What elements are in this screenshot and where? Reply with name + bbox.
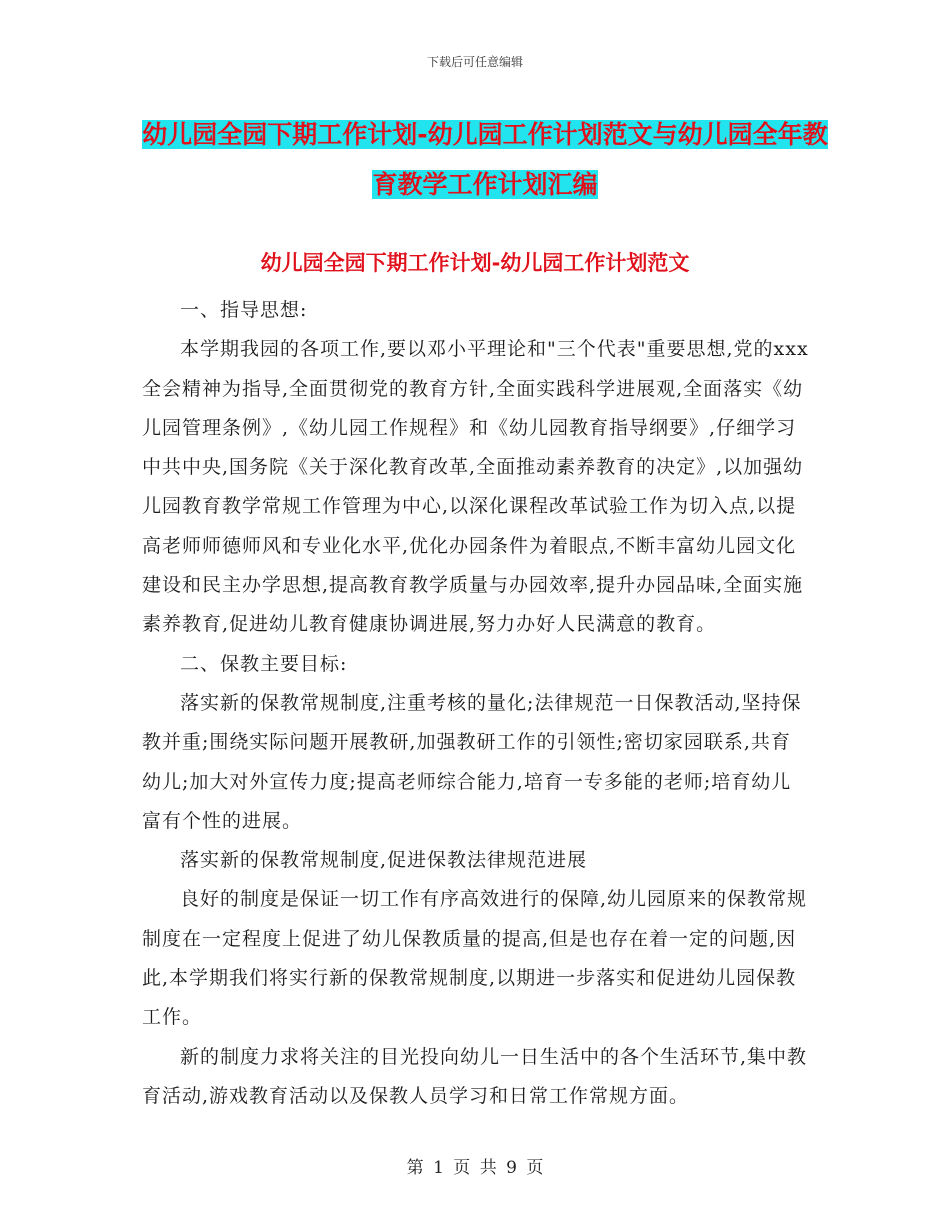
paragraph-new-system: 新的制度力求将关注的目光投向幼儿一日生活中的各个生活环节,集中教育活动,游戏教育活动以及保教人员学习和日常工作常规方面。 bbox=[142, 1045, 808, 1107]
subheading-regulations: 落实新的保教常规制度,促进保教法律规范进展 bbox=[180, 849, 588, 872]
heading-main-goals: 二、保教主要目标: bbox=[180, 652, 348, 675]
paragraph-main-goals: 落实新的保教常规制度,注重考核的量化;法律规范一日保教活动,坚持保教并重;围绕实际问题开展教研,加强教研工作的引领性;密切家园联系,共育幼儿;加大对外宣传力度;提高老师综合能力,培育一专多能的老师;培育幼儿富有个性的进展。 bbox=[142, 691, 802, 832]
header-note: 下载后可任意编辑 bbox=[426, 55, 523, 69]
body-text bbox=[142, 291, 810, 1116]
document-title-text: 幼儿园全园下期工作计划-幼儿园工作计划范文与幼儿园全年教育教学工作计划汇编 bbox=[142, 120, 828, 199]
document-title bbox=[140, 110, 830, 210]
heading-guiding-ideology: 一、指导思想: bbox=[180, 299, 308, 321]
paragraph-regulations: 良好的制度是保证一切工作有序高效进行的保障,幼儿园原来的保教常规制度在一定程度上促进了幼儿保教质量的提高,但是也存在着一定的问题,因此,本学期我们将实行新的保教常规制度,以期进一步落实和促进幼儿园保教工作。 bbox=[142, 888, 808, 1029]
section-title: 幼儿园全园下期工作计划-幼儿园工作计划范文 bbox=[260, 251, 690, 275]
page-footer: 第 1 页 共 9 页 bbox=[406, 1158, 544, 1178]
paragraph-guiding-ideology: 本学期我园的各项工作,要以邓小平理论和"三个代表"重要思想,党的xxx全会精神为指导,全面贯彻党的教育方针,全面实践科学进展观,全面落实《幼儿园管理条例》,《幼儿园工作规程》和《幼儿园教育指导纲要》,仔细学习中共中央,国务院《关于深化教育改革,全面推动素养教育的决定》,以加强幼儿园教育教学常规工作管理为中心,以深化课程改革试验工作为切入点,以提高老师师德师风和专业化水平,优化办园条件为着眼点,不断丰富幼儿园文化建设和民主办学思想,提高教育教学质量与办园效率,提升办园品味,全面实施素养教育,促进幼儿教育健康协调进展,努力办好人民满意的教育。 bbox=[142, 338, 809, 636]
